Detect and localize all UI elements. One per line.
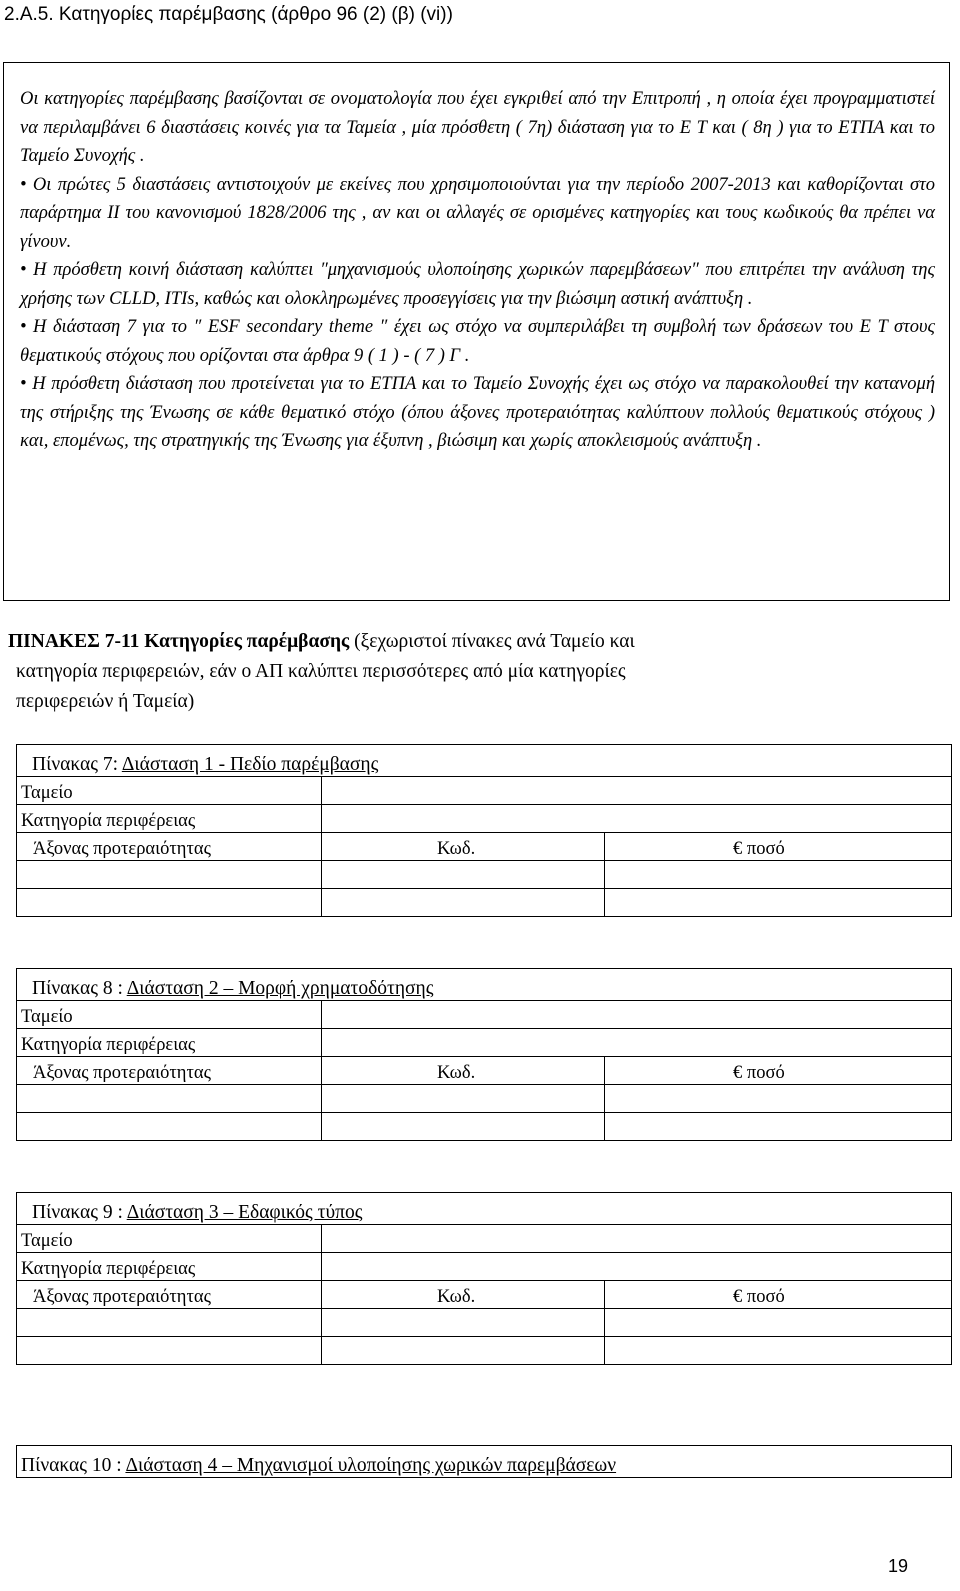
code-header: Κωδ. <box>322 1281 605 1309</box>
amount-header: € ποσό <box>605 1057 952 1085</box>
section-heading: 2.A.5. Κατηγορίες παρέμβασης (άρθρο 96 (2) (β) (vi)) <box>4 4 453 25</box>
fund-label: Ταμείο <box>17 1225 322 1253</box>
tables-intro-line3: περιφερειών ή Ταμεία) <box>16 691 195 712</box>
region-label: Κατηγορία περιφέρειας <box>17 1253 322 1281</box>
intro-paragraph: Οι κατηγορίες παρέμβασης βασίζονται σε ονοματολογία που έχει εγκριθεί από την Επιτροπή , η οποία έχει προγραμματιστεί να περιλαμβάνει 6 διαστάσεις κοινές για τα Ταμεία , μία πρόσθετη ( 7η) διάσταση για το Ε Τ και ( 8η ) για το ΕΤΠΑ και το Ταμείο Συνοχής . <box>20 89 935 166</box>
fund-label: Ταμείο <box>17 777 322 805</box>
table-9 <box>16 1192 952 1365</box>
table-8 <box>16 968 952 1141</box>
info-box <box>3 62 950 601</box>
bullet-3: • Η διάσταση 7 για το ″ ESF secondary theme ″ έχει ως στόχο να συμπεριλάβει τη συμβολή των δράσεων του Ε Τ στους θεματικούς στόχους που ορίζονται στα άρθρα 9 ( 1 ) - ( 7 ) Γ . <box>20 317 935 366</box>
table-8-title: Πίνακας 8 : Διάσταση 2 – Μορφή χρηματοδότησης <box>17 969 952 1001</box>
table-10-title: Πίνακας 10 : Διάσταση 4 – Μηχανισμοί υλοποίησης χωρικών παρεμβάσεων <box>17 1446 952 1478</box>
table-row <box>17 861 322 889</box>
code-header: Κωδ. <box>322 833 605 861</box>
table-9-title: Πίνακας 9 : Διάσταση 3 – Εδαφικός τύπος <box>17 1193 952 1225</box>
bullet-2: • Η πρόσθετη κοινή διάσταση καλύπτει ″μηχανισμούς υλοποίησης χωρικών παρεμβάσεων″ που επιτρέπει την ανάλυση της χρήσης των CLLD, ITIs, καθώς και ολοκληρωμένες προσεγγίσεις για την βιώσιμη αστική ανάπτυξη . <box>20 260 935 309</box>
region-value-cell <box>322 1029 952 1057</box>
axis-header: Άξονας προτεραιότητας <box>17 1057 322 1085</box>
table-row <box>17 889 322 917</box>
tables-intro-line1: (ξεχωριστοί πίνακες ανά Ταμείο και <box>349 631 635 652</box>
region-value-cell <box>322 805 952 833</box>
axis-header: Άξονας προτεραιότητας <box>17 1281 322 1309</box>
table-row <box>17 1337 322 1365</box>
table-row <box>17 1309 322 1337</box>
tables-intro-title: ΠΙΝΑΚΕΣ 7-11 Κατηγορίες παρέμβασης <box>8 631 350 652</box>
fund-value-cell <box>322 1001 952 1029</box>
tables-intro <box>8 627 868 717</box>
region-label: Κατηγορία περιφέρειας <box>17 1029 322 1057</box>
table-10 <box>16 1445 952 1478</box>
table-row <box>17 1113 322 1141</box>
page-number: 19 <box>888 1556 909 1576</box>
bullet-1: • Οι πρώτες 5 διαστάσεις αντιστοιχούν με εκείνες που χρησιμοποιούνται για την περίοδο 2007-2013 και καθορίζονται στο παράρτημα ΙΙ του κανονισμού 1828/2006 της , αν και οι αλλαγές σε ορισμένες κατηγορίες και τους κωδικούς θα πρέπει να γίνουν. <box>20 174 935 252</box>
fund-label: Ταμείο <box>17 1001 322 1029</box>
amount-header: € ποσό <box>605 833 952 861</box>
bullet-4: • Η πρόσθετη διάσταση που προτείνεται για το ΕΤΠΑ και το Ταμείο Συνοχής έχει ως στόχο να παρακολουθεί την κατανομή της στήριξης της Ένωσης σε κάθε θεματικό στόχο (όπου άξονες προτεραιότητας καλύπτουν πολλούς θεματικούς στόχους ) και, επομένως, της στρατηγικής της Ένωσης για έξυπνη , βιώσιμη και χωρίς αποκλεισμούς ανάπτυξη . <box>20 374 935 451</box>
table-row <box>17 1085 322 1113</box>
fund-value-cell <box>322 777 952 805</box>
table-7-title: Πίνακας 7: Διάσταση 1 - Πεδίο παρέμβασης <box>17 745 952 777</box>
region-value-cell <box>322 1253 952 1281</box>
table-7 <box>16 744 952 917</box>
fund-value-cell <box>322 1225 952 1253</box>
code-header: Κωδ. <box>322 1057 605 1085</box>
tables-intro-line2: κατηγορία περιφερειών, εάν ο ΑΠ καλύπτει περισσότερες από μία κατηγορίες <box>16 661 626 682</box>
region-label: Κατηγορία περιφέρειας <box>17 805 322 833</box>
amount-header: € ποσό <box>605 1281 952 1309</box>
axis-header: Άξονας προτεραιότητας <box>17 833 322 861</box>
